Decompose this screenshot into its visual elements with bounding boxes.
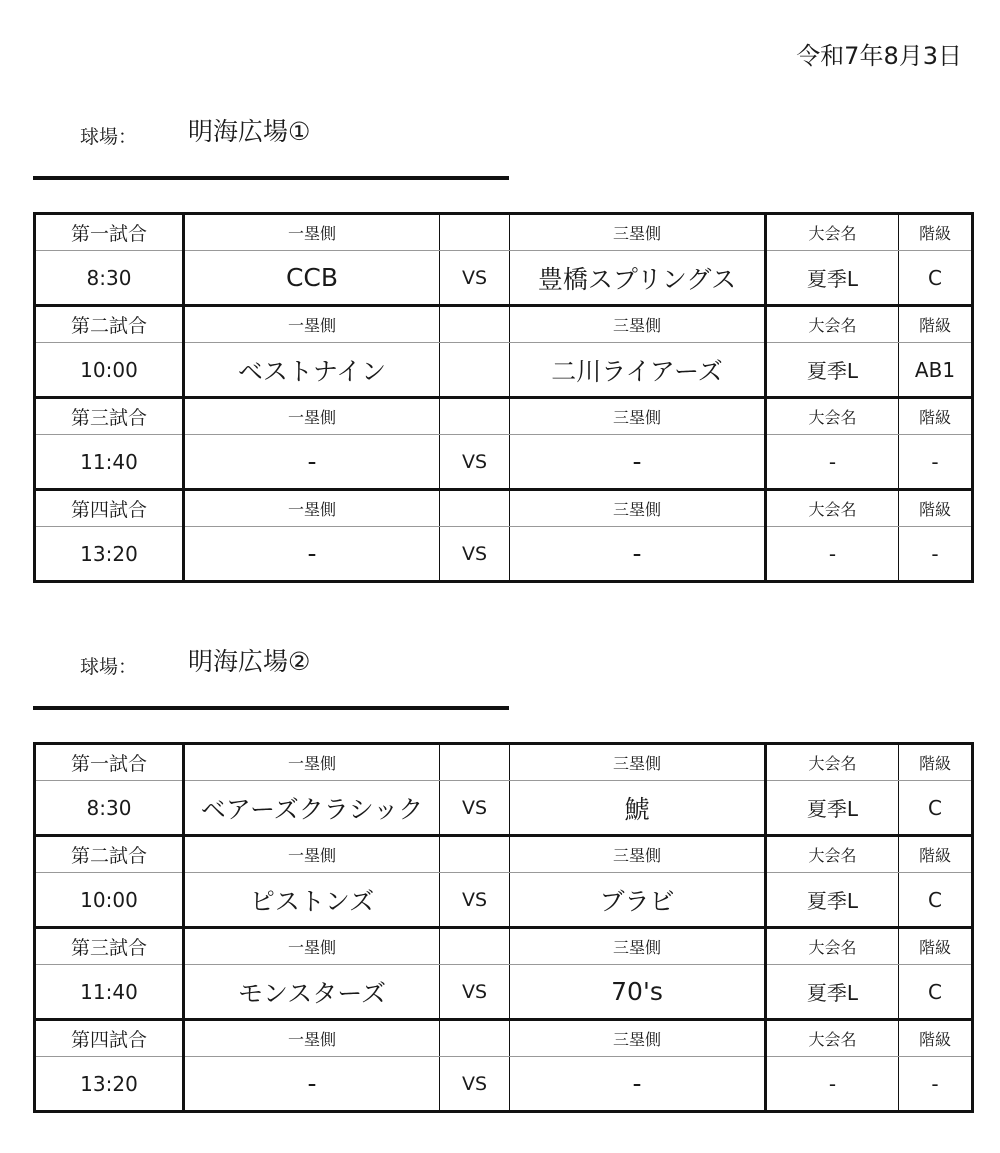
cup-name: 夏季L	[766, 343, 899, 398]
vs-label: VS	[440, 251, 510, 306]
third-base-header: 三塁側	[510, 836, 766, 873]
third-base-team: ブラビ	[510, 873, 766, 928]
game-header-row	[35, 490, 973, 527]
third-base-header: 三塁側	[510, 490, 766, 527]
cup-header: 大会名	[766, 744, 899, 781]
game-row	[35, 965, 973, 1020]
grade: -	[899, 527, 973, 582]
third-base-team: 70's	[510, 965, 766, 1020]
grade: -	[899, 1057, 973, 1112]
game-header-row	[35, 306, 973, 343]
grade-header: 階級	[899, 306, 973, 343]
vs-label: VS	[440, 1057, 510, 1112]
cup-header: 大会名	[766, 836, 899, 873]
vs-header	[440, 214, 510, 251]
grade: -	[899, 435, 973, 490]
vs-header	[440, 490, 510, 527]
third-base-team: -	[510, 527, 766, 582]
game-time: 8:30	[35, 781, 184, 836]
vs-label: VS	[440, 527, 510, 582]
cup-name: -	[766, 435, 899, 490]
first-base-team: ベストナイン	[184, 343, 440, 398]
game-header-row	[35, 836, 973, 873]
game-time: 11:40	[35, 435, 184, 490]
first-base-team: ピストンズ	[184, 873, 440, 928]
game-header-row	[35, 928, 973, 965]
cup-name: 夏季L	[766, 251, 899, 306]
first-base-team: -	[184, 527, 440, 582]
game-header-row	[35, 744, 973, 781]
third-base-header: 三塁側	[510, 744, 766, 781]
game-time: 10:00	[35, 343, 184, 398]
vs-label	[440, 343, 510, 398]
document-date: 令和7年8月3日	[796, 42, 962, 70]
grade: C	[899, 873, 973, 928]
vs-label: VS	[440, 965, 510, 1020]
third-base-header: 三塁側	[510, 928, 766, 965]
third-base-header: 三塁側	[510, 214, 766, 251]
venue-label: 球場：	[80, 126, 138, 148]
grade-header: 階級	[899, 1020, 973, 1057]
vs-label: VS	[440, 435, 510, 490]
game-number: 第四試合	[35, 490, 184, 527]
game-time: 10:00	[35, 873, 184, 928]
cup-name: -	[766, 1057, 899, 1112]
third-base-team: 鯱	[510, 781, 766, 836]
grade-header: 階級	[899, 744, 973, 781]
schedule-table	[33, 742, 974, 1113]
vs-header	[440, 928, 510, 965]
game-row	[35, 251, 973, 306]
first-base-team: -	[184, 1057, 440, 1112]
grade-header: 階級	[899, 398, 973, 435]
venue-label: 球場：	[80, 656, 138, 678]
game-row	[35, 1057, 973, 1112]
game-row	[35, 527, 973, 582]
game-row	[35, 435, 973, 490]
cup-name: -	[766, 527, 899, 582]
game-number: 第三試合	[35, 398, 184, 435]
grade-header: 階級	[899, 836, 973, 873]
game-number: 第三試合	[35, 928, 184, 965]
first-base-header: 一塁側	[184, 928, 440, 965]
third-base-header: 三塁側	[510, 398, 766, 435]
vs-label: VS	[440, 781, 510, 836]
game-row	[35, 873, 973, 928]
first-base-header: 一塁側	[184, 398, 440, 435]
cup-header: 大会名	[766, 928, 899, 965]
game-time: 13:20	[35, 527, 184, 582]
venue-name: 明海広場①	[188, 117, 311, 146]
grade: C	[899, 781, 973, 836]
grade: AB1	[899, 343, 973, 398]
first-base-header: 一塁側	[184, 214, 440, 251]
vs-header	[440, 744, 510, 781]
grade-header: 階級	[899, 214, 973, 251]
third-base-team: 豊橋スプリングス	[510, 251, 766, 306]
cup-name: 夏季L	[766, 873, 899, 928]
game-header-row	[35, 214, 973, 251]
venue-name: 明海広場②	[188, 647, 311, 676]
game-number: 第一試合	[35, 214, 184, 251]
venue-header	[33, 112, 509, 180]
cup-header: 大会名	[766, 1020, 899, 1057]
cup-header: 大会名	[766, 306, 899, 343]
third-base-team: -	[510, 1057, 766, 1112]
grade-header: 階級	[899, 928, 973, 965]
game-time: 11:40	[35, 965, 184, 1020]
third-base-header: 三塁側	[510, 306, 766, 343]
venue-header	[33, 642, 509, 710]
first-base-team: CCB	[184, 251, 440, 306]
vs-header	[440, 306, 510, 343]
third-base-team: 二川ライアーズ	[510, 343, 766, 398]
game-row	[35, 781, 973, 836]
vs-header	[440, 398, 510, 435]
game-header-row	[35, 1020, 973, 1057]
first-base-header: 一塁側	[184, 1020, 440, 1057]
first-base-header: 一塁側	[184, 306, 440, 343]
game-time: 13:20	[35, 1057, 184, 1112]
cup-header: 大会名	[766, 214, 899, 251]
first-base-header: 一塁側	[184, 836, 440, 873]
schedule-table	[33, 212, 974, 583]
grade: C	[899, 251, 973, 306]
cup-header: 大会名	[766, 398, 899, 435]
game-number: 第四試合	[35, 1020, 184, 1057]
grade-header: 階級	[899, 490, 973, 527]
vs-header	[440, 1020, 510, 1057]
third-base-team: -	[510, 435, 766, 490]
cup-name: 夏季L	[766, 781, 899, 836]
first-base-header: 一塁側	[184, 490, 440, 527]
vs-header	[440, 836, 510, 873]
first-base-team: ベアーズクラシック	[184, 781, 440, 836]
cup-name: 夏季L	[766, 965, 899, 1020]
game-number: 第二試合	[35, 306, 184, 343]
first-base-team: モンスターズ	[184, 965, 440, 1020]
grade: C	[899, 965, 973, 1020]
cup-header: 大会名	[766, 490, 899, 527]
first-base-team: -	[184, 435, 440, 490]
game-time: 8:30	[35, 251, 184, 306]
vs-label: VS	[440, 873, 510, 928]
game-row	[35, 343, 973, 398]
third-base-header: 三塁側	[510, 1020, 766, 1057]
first-base-header: 一塁側	[184, 744, 440, 781]
game-number: 第二試合	[35, 836, 184, 873]
game-header-row	[35, 398, 973, 435]
game-number: 第一試合	[35, 744, 184, 781]
